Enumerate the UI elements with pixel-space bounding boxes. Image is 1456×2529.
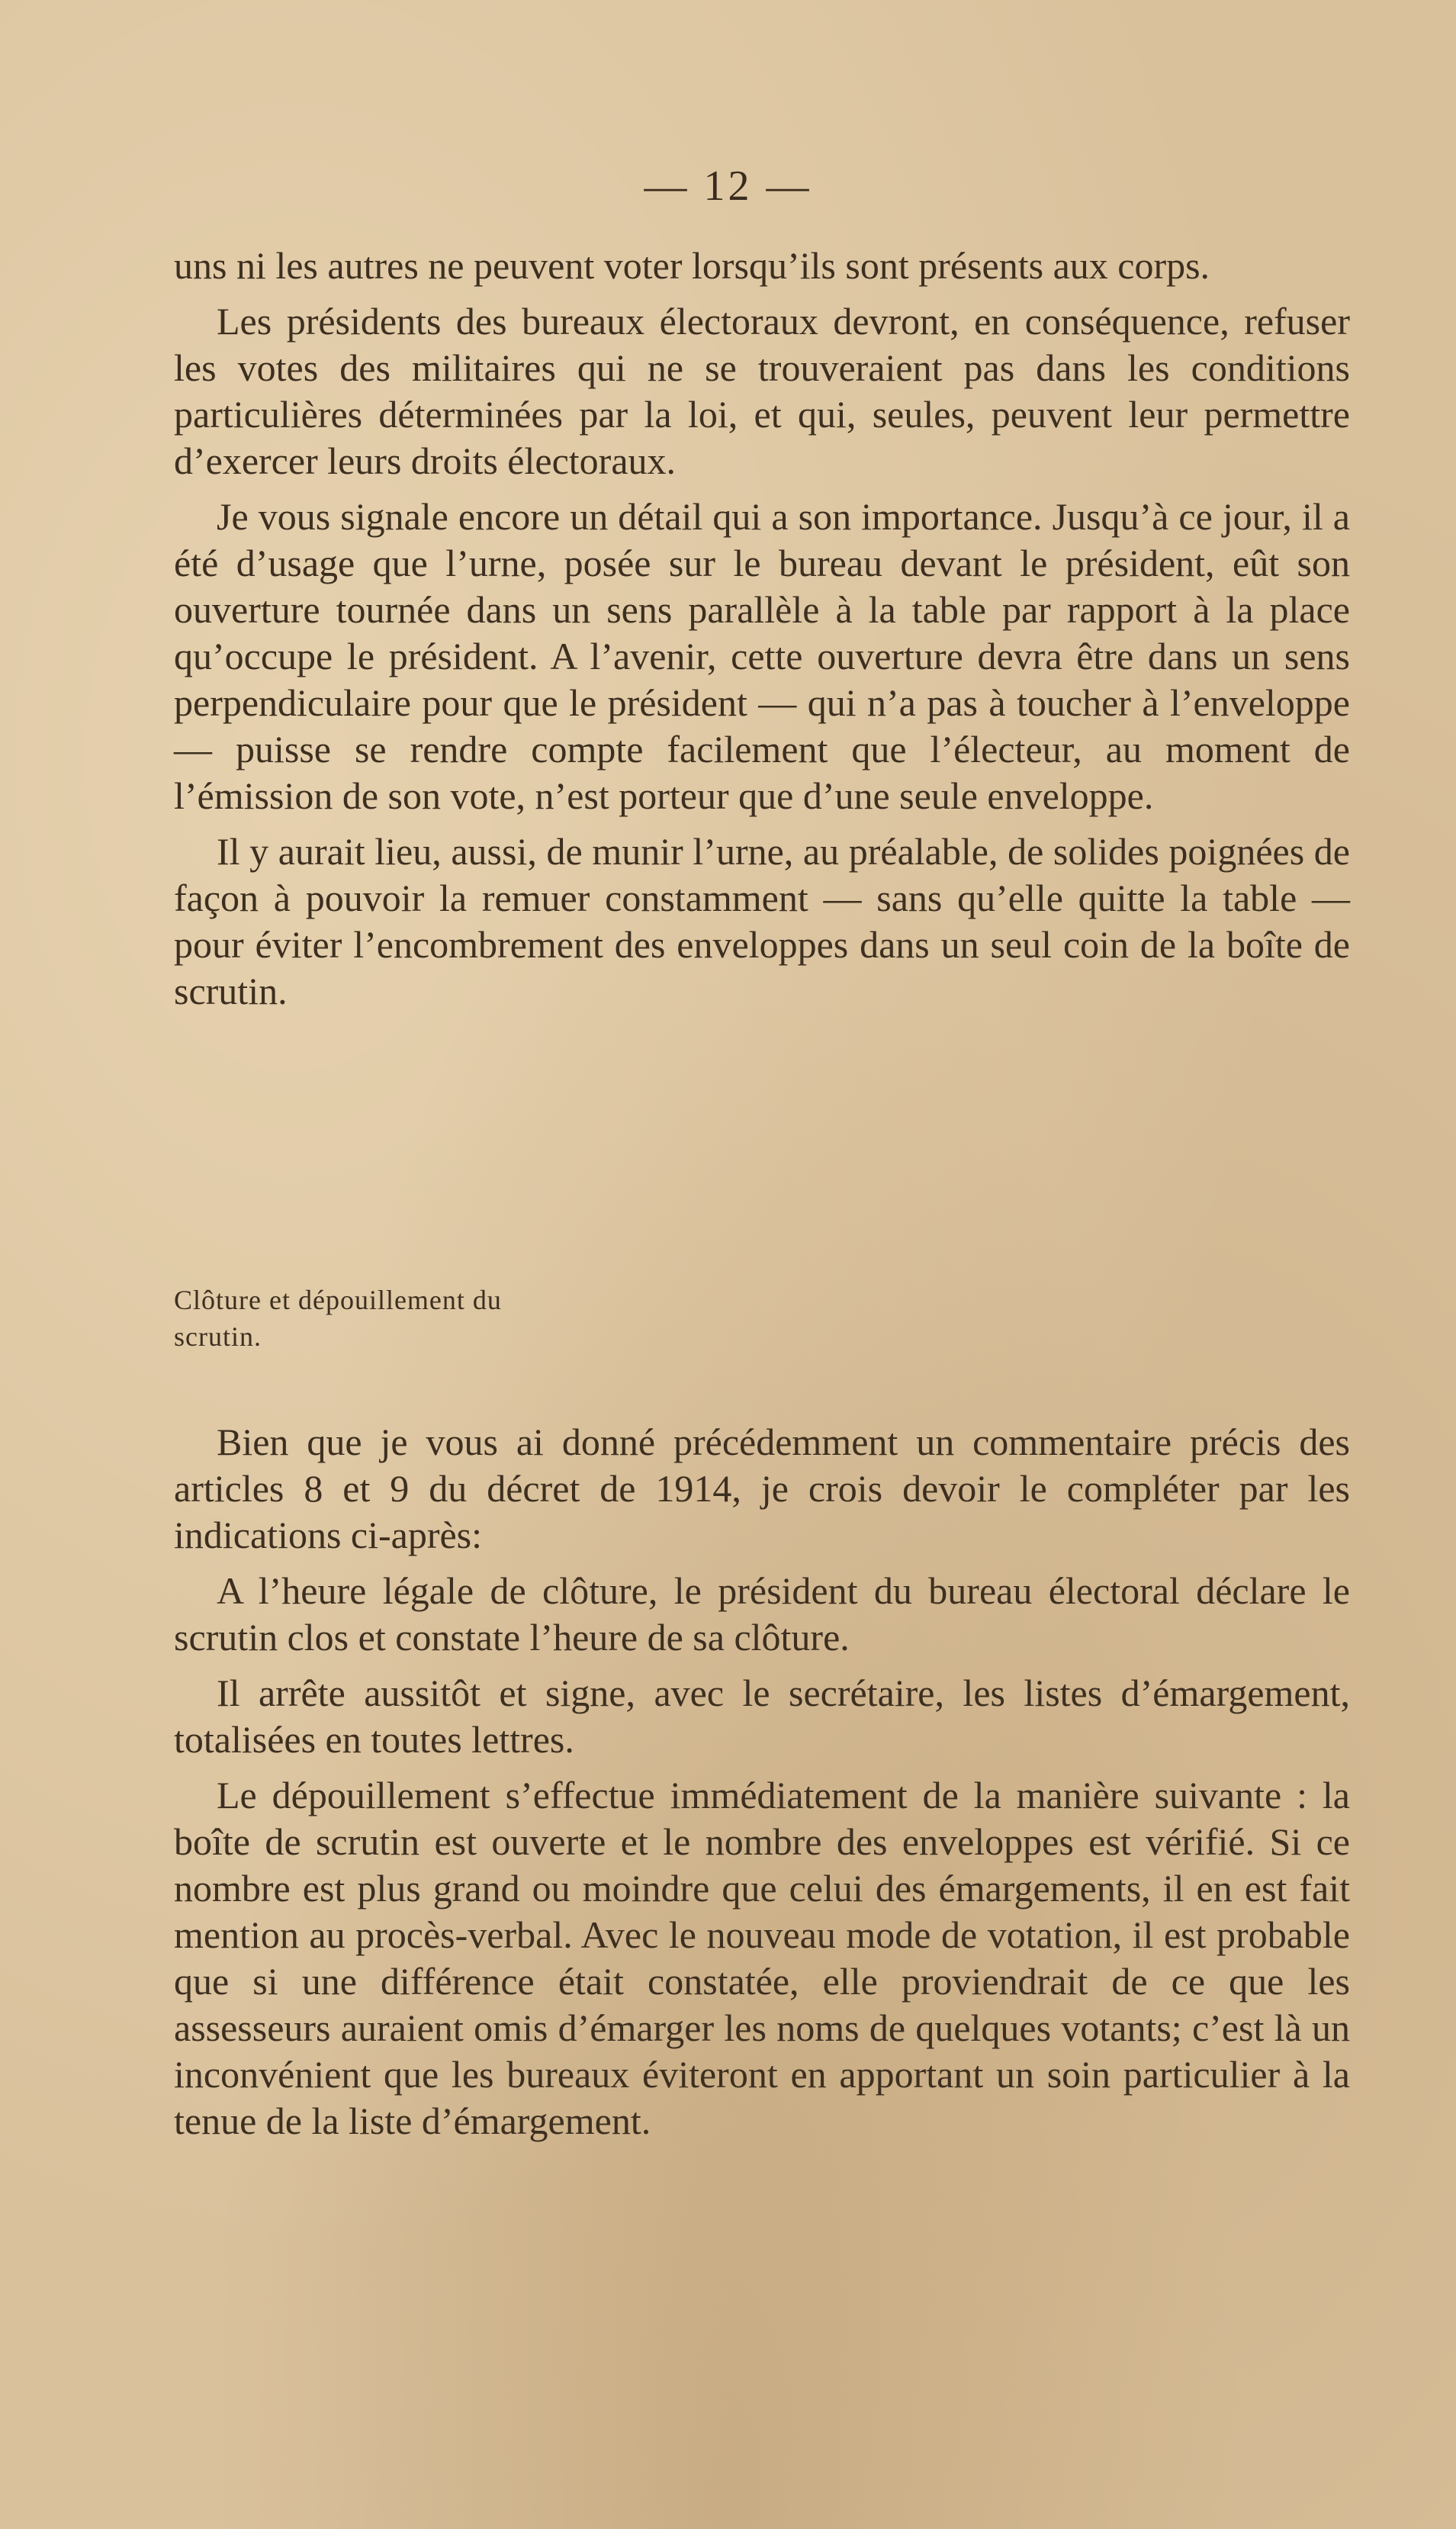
paragraph: Bien que je vous ai donné précédemment un commentaire précis des articles 8 et 9 du décret de 1914, je crois devoir le compléter par les indications ci-après:	[174, 1421, 1350, 1556]
text-block-bottom	[174, 1419, 1350, 2145]
paragraph: Les présidents des bureaux électoraux devront, en conséquence, refuser les votes des militaires qui ne se trouveraient pas dans les conditions particulières déterminées par la loi, et qui, seules, peuvent leur permettre d’exercer leurs droits électoraux.	[174, 300, 1350, 482]
paragraph: Je vous signale encore un détail qui a son importance. Jusqu’à ce jour, il a été d’usage que l’urne, posée sur le bureau devant le président, eût son ouverture tournée dans un sens parallèle à la table par rapport à la place qu’occupe le président. A l’avenir, cette ouverture devra être dans un sens perpendiculaire pour que le président — qui n’a pas à toucher à l’enveloppe — puisse se rendre compte facilement que l’électeur, au moment de l’émission de son vote, n’est porteur que d’une seule enveloppe.	[174, 495, 1350, 817]
paragraph: A l’heure légale de clôture, le président du bureau électoral déclare le scrutin clos et constate l’heure de sa clôture.	[174, 1569, 1350, 1659]
margin-note: Clôture et dépouillement du scrutin.	[174, 1285, 502, 1352]
page-number: — 12 —	[644, 162, 812, 210]
paragraph: Le dépouillement s’effectue immédiatement de la manière suivante : la boîte de scrutin est ouverte et le nombre des enveloppes est vérifié. Si ce nombre est plus grand ou moindre que celui des émargements, il en est fait mention au procès-verbal. Avec le nouveau mode de votation, il est probable que si une différence était constatée, elle proviendrait de ce que les assesseurs auraient omis d’émarger les noms de quelques votants; c’est là un inconvénient que les bureaux éviteront en apportant un soin particulier à la tenue de la liste d’émargement.	[174, 1774, 1350, 2142]
paragraph: Il y aurait lieu, aussi, de munir l’urne, au préalable, de solides poignées de façon à pouvoir la remuer constamment — sans qu’elle quitte la table — pour éviter l’encombrement des enveloppes dans un seul coin de la boîte de scrutin.	[174, 830, 1350, 1012]
text-block-top	[174, 243, 1350, 1015]
paragraph: uns ni les autres ne peuvent voter lorsqu’ils sont présents aux corps.	[174, 244, 1210, 287]
paragraph: Il arrête aussitôt et signe, avec le secrétaire, les listes d’émargement, totalisées en toutes lettres.	[174, 1672, 1350, 1761]
